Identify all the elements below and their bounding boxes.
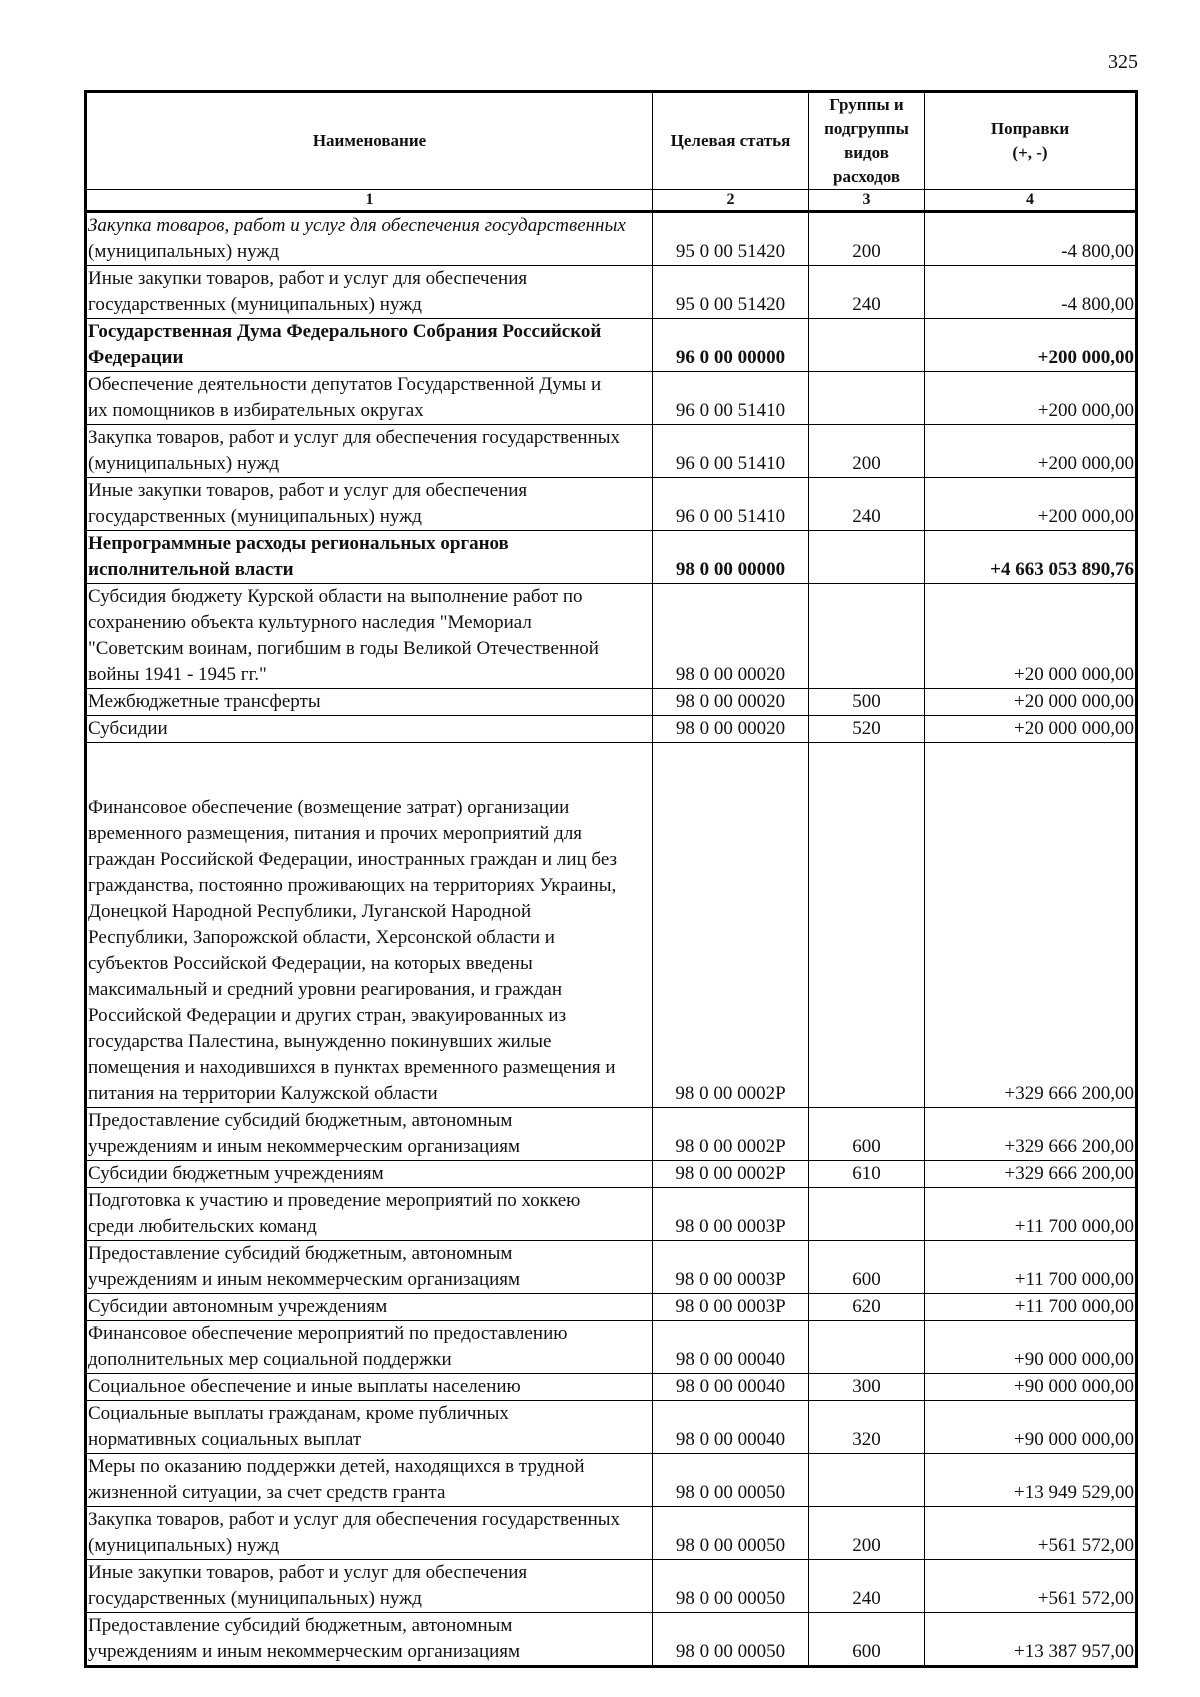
- row-amount: +11 700 000,00: [925, 1294, 1137, 1321]
- row-expense-group: 520: [809, 716, 925, 743]
- table-row: [86, 1613, 1137, 1667]
- row-name: [86, 266, 653, 319]
- row-name: [86, 743, 653, 1108]
- row-expense-group: [809, 319, 925, 372]
- row-name-line: Иные закупки товаров, работ и услуг для обеспечения: [88, 480, 528, 501]
- row-name-line: Субсидии автономным учреждениям: [88, 1296, 388, 1317]
- table-row: [86, 1401, 1137, 1454]
- row-target-code: 98 0 00 00020: [653, 584, 809, 689]
- header-row: [86, 92, 1137, 190]
- table-row: [86, 1294, 1137, 1321]
- table-row: [86, 319, 1137, 372]
- column-number: 4: [925, 190, 1137, 212]
- row-name-line: учреждениям и иным некоммерческим организациям: [88, 1641, 521, 1662]
- table-row: [86, 1108, 1137, 1161]
- row-name-line: государственных (муниципальных) нужд: [88, 506, 422, 527]
- row-name-line: (муниципальных) нужд: [88, 453, 280, 474]
- row-expense-group: [809, 1321, 925, 1374]
- row-name-line: Финансовое обеспечение (возмещение затрат) организации: [88, 797, 570, 818]
- row-expense-group: 600: [809, 1108, 925, 1161]
- table-row: [86, 531, 1137, 584]
- row-target-code: 95 0 00 51420: [653, 266, 809, 319]
- row-name: [86, 1241, 653, 1294]
- row-name-line: их помощников в избирательных округах: [88, 400, 424, 421]
- header-group-line: Группы и: [829, 95, 904, 114]
- header-code: Целевая статья: [653, 92, 809, 190]
- row-name-line: "Советским воинам, погибшим в годы Великой Отечественной: [88, 638, 599, 659]
- row-amount: +329 666 200,00: [925, 1161, 1137, 1188]
- row-name-line: [88, 743, 650, 769]
- budget-amendments-table: [84, 90, 1138, 1668]
- row-name: [86, 1321, 653, 1374]
- row-expense-group: 200: [809, 425, 925, 478]
- row-name: [86, 531, 653, 584]
- row-name-line: Предоставление субсидий бюджетным, автономным: [88, 1110, 513, 1131]
- row-amount: +20 000 000,00: [925, 689, 1137, 716]
- header-amount-line: Поправки: [990, 119, 1070, 138]
- row-amount: +329 666 200,00: [925, 1108, 1137, 1161]
- row-name: [86, 1374, 653, 1401]
- table-row: [86, 1374, 1137, 1401]
- page-number: 325: [1108, 51, 1138, 73]
- row-expense-group: 600: [809, 1613, 925, 1667]
- table-row: [86, 425, 1137, 478]
- row-name-line: Социальные выплаты гражданам, кроме публичных: [88, 1403, 509, 1424]
- row-name-line: Меры по оказанию поддержки детей, находящихся в трудной: [88, 1456, 585, 1477]
- row-amount: +561 572,00: [925, 1560, 1137, 1613]
- row-amount: +200 000,00: [925, 319, 1137, 372]
- row-name: [86, 478, 653, 531]
- row-name-line: питания на территории Калужской области: [88, 1083, 438, 1104]
- row-amount: -4 800,00: [925, 266, 1137, 319]
- row-name-line: Донецкой Народной Республики, Луганской Народной: [88, 901, 532, 922]
- row-name-line: Федерации: [88, 347, 184, 368]
- row-name-line: сохранению объекта культурного наследия "Мемориал: [88, 612, 532, 633]
- row-name-line: Республики, Запорожской области, Херсонской области и: [88, 927, 555, 948]
- row-name-line: Государственная Дума Федерального Собрания Российской: [88, 321, 602, 342]
- row-name-line: гражданства, постоянно проживающих на территориях Украины,: [88, 875, 617, 896]
- row-expense-group: [809, 531, 925, 584]
- header-amount: [925, 92, 1137, 190]
- row-name-line: максимальный и средний уровни реагирования, и граждан: [88, 979, 563, 1000]
- table-row: [86, 372, 1137, 425]
- row-expense-group: 200: [809, 1507, 925, 1560]
- row-name: [86, 689, 653, 716]
- row-expense-group: 240: [809, 1560, 925, 1613]
- row-name-line: государственных (муниципальных) нужд: [88, 1588, 422, 1609]
- row-name-line: Иные закупки товаров, работ и услуг для обеспечения: [88, 1562, 528, 1583]
- header-group-line: расходов: [833, 167, 900, 186]
- row-name-line: Предоставление субсидий бюджетным, автономным: [88, 1615, 513, 1636]
- row-name-line: Социальное обеспечение и иные выплаты населению: [88, 1376, 521, 1397]
- table-row: [86, 743, 1137, 1108]
- row-target-code: 98 0 00 00040: [653, 1374, 809, 1401]
- row-name-line: войны 1941 - 1945 гг.": [88, 664, 267, 685]
- row-amount: +200 000,00: [925, 425, 1137, 478]
- row-name: [86, 1613, 653, 1667]
- row-name: [86, 425, 653, 478]
- row-name: [86, 584, 653, 689]
- row-name-line: государственных (муниципальных) нужд: [88, 294, 422, 315]
- row-name-line: Закупка товаров, работ и услуг для обеспечения государственных: [88, 215, 626, 236]
- row-name-line: субъектов Российской Федерации, на которых введены: [88, 953, 533, 974]
- row-expense-group: [809, 1454, 925, 1507]
- table-row: [86, 1161, 1137, 1188]
- table-row: [86, 1241, 1137, 1294]
- row-amount: +4 663 053 890,76: [925, 531, 1137, 584]
- row-amount: +90 000 000,00: [925, 1374, 1137, 1401]
- row-name-line: Непрограммные расходы региональных органов: [88, 533, 509, 554]
- header-name: Наименование: [86, 92, 653, 190]
- row-name-line: Субсидия бюджету Курской области на выполнение работ по: [88, 586, 583, 607]
- row-target-code: 98 0 00 00050: [653, 1507, 809, 1560]
- row-amount: +20 000 000,00: [925, 584, 1137, 689]
- row-name-line: Финансовое обеспечение мероприятий по предоставлению: [88, 1323, 568, 1344]
- row-target-code: 98 0 00 00040: [653, 1321, 809, 1374]
- row-name-line: государства Палестина, вынужденно покинувших жилые: [88, 1031, 552, 1052]
- row-target-code: 96 0 00 00000: [653, 319, 809, 372]
- row-name-line: учреждениям и иным некоммерческим организациям: [88, 1269, 521, 1290]
- row-name-line: Закупка товаров, работ и услуг для обеспечения государственных: [88, 427, 621, 448]
- header-group-line: подгруппы: [824, 119, 909, 138]
- row-name-line: граждан Российской Федерации, иностранных граждан и лиц без: [88, 849, 617, 870]
- row-name-line: Обеспечение деятельности депутатов Государственной Думы и: [88, 374, 602, 395]
- table-row: [86, 1454, 1137, 1507]
- row-name: [86, 1161, 653, 1188]
- row-target-code: 96 0 00 51410: [653, 478, 809, 531]
- table-row: [86, 584, 1137, 689]
- row-target-code: 98 0 00 00040: [653, 1401, 809, 1454]
- row-name-line: (муниципальных) нужд: [88, 1535, 280, 1556]
- row-name: [86, 212, 653, 266]
- row-name-line: (муниципальных) нужд: [88, 241, 280, 262]
- row-name: [86, 319, 653, 372]
- row-name-line: учреждениям и иным некоммерческим организациям: [88, 1136, 521, 1157]
- row-expense-group: 200: [809, 212, 925, 266]
- row-target-code: 98 0 00 0002Р: [653, 743, 809, 1108]
- row-name-line: исполнительной власти: [88, 559, 294, 580]
- column-number: 1: [86, 190, 653, 212]
- row-amount: +561 572,00: [925, 1507, 1137, 1560]
- row-name: [86, 372, 653, 425]
- row-target-code: 98 0 00 00000: [653, 531, 809, 584]
- row-name: [86, 1560, 653, 1613]
- header-group-line: видов: [844, 143, 889, 162]
- row-target-code: 96 0 00 51410: [653, 372, 809, 425]
- row-name-line: Субсидии бюджетным учреждениям: [88, 1163, 384, 1184]
- row-amount: +329 666 200,00: [925, 743, 1137, 1108]
- row-expense-group: [809, 584, 925, 689]
- header-amount-line: (+, -): [1012, 143, 1048, 162]
- row-expense-group: 240: [809, 478, 925, 531]
- row-name: [86, 716, 653, 743]
- row-name: [86, 1401, 653, 1454]
- row-name-line: Закупка товаров, работ и услуг для обеспечения государственных: [88, 1509, 621, 1530]
- row-target-code: 98 0 00 0002Р: [653, 1108, 809, 1161]
- table-row: [86, 1188, 1137, 1241]
- table-row: [86, 478, 1137, 531]
- row-amount: +20 000 000,00: [925, 716, 1137, 743]
- table-row: [86, 212, 1137, 266]
- row-name-line: дополнительных мер социальной поддержки: [88, 1349, 452, 1370]
- row-amount: +200 000,00: [925, 478, 1137, 531]
- row-name-line: [88, 769, 650, 795]
- row-amount: +90 000 000,00: [925, 1321, 1137, 1374]
- row-name-line: Подготовка к участию и проведение мероприятий по хоккею: [88, 1190, 581, 1211]
- row-target-code: 98 0 00 00020: [653, 689, 809, 716]
- row-target-code: 98 0 00 00050: [653, 1454, 809, 1507]
- row-amount: +90 000 000,00: [925, 1401, 1137, 1454]
- column-number: 2: [653, 190, 809, 212]
- row-target-code: 98 0 00 0002Р: [653, 1161, 809, 1188]
- row-expense-group: 240: [809, 266, 925, 319]
- row-expense-group: 320: [809, 1401, 925, 1454]
- row-name-line: Предоставление субсидий бюджетным, автономным: [88, 1243, 513, 1264]
- row-name-line: среди любительских команд: [88, 1216, 317, 1237]
- row-name: [86, 1507, 653, 1560]
- table-row: [86, 266, 1137, 319]
- row-expense-group: 610: [809, 1161, 925, 1188]
- column-number: 3: [809, 190, 925, 212]
- row-amount: -4 800,00: [925, 212, 1137, 266]
- row-target-code: 98 0 00 00050: [653, 1560, 809, 1613]
- row-name-line: Субсидии: [88, 718, 168, 739]
- row-target-code: 96 0 00 51410: [653, 425, 809, 478]
- header-group: [809, 92, 925, 190]
- row-name-line: нормативных социальных выплат: [88, 1429, 362, 1450]
- table-row: [86, 1507, 1137, 1560]
- row-expense-group: 500: [809, 689, 925, 716]
- row-target-code: 98 0 00 0003Р: [653, 1294, 809, 1321]
- row-target-code: 98 0 00 0003Р: [653, 1241, 809, 1294]
- column-number-row: [86, 190, 1137, 212]
- row-name: [86, 1108, 653, 1161]
- row-name: [86, 1454, 653, 1507]
- table-row: [86, 716, 1137, 743]
- row-name-line: Межбюджетные трансферты: [88, 691, 321, 712]
- row-target-code: 98 0 00 00050: [653, 1613, 809, 1667]
- table-row: [86, 689, 1137, 716]
- row-name-line: Российской Федерации и других стран, эвакуированных из: [88, 1005, 567, 1026]
- row-name: [86, 1188, 653, 1241]
- row-expense-group: 600: [809, 1241, 925, 1294]
- row-target-code: 95 0 00 51420: [653, 212, 809, 266]
- row-name-line: помещения и находившихся в пунктах временного размещения и: [88, 1057, 616, 1078]
- row-expense-group: [809, 743, 925, 1108]
- row-expense-group: 620: [809, 1294, 925, 1321]
- row-amount: +200 000,00: [925, 372, 1137, 425]
- row-expense-group: [809, 1188, 925, 1241]
- row-target-code: 98 0 00 00020: [653, 716, 809, 743]
- row-amount: +13 387 957,00: [925, 1613, 1137, 1667]
- row-name-line: Иные закупки товаров, работ и услуг для обеспечения: [88, 268, 528, 289]
- row-name: [86, 1294, 653, 1321]
- row-target-code: 98 0 00 0003Р: [653, 1188, 809, 1241]
- row-amount: +13 949 529,00: [925, 1454, 1137, 1507]
- row-name-line: временного размещения, питания и прочих мероприятий для: [88, 823, 583, 844]
- row-name-line: жизненной ситуации, за счет средств гранта: [88, 1482, 446, 1503]
- row-amount: +11 700 000,00: [925, 1241, 1137, 1294]
- row-expense-group: 300: [809, 1374, 925, 1401]
- table-row: [86, 1560, 1137, 1613]
- row-amount: +11 700 000,00: [925, 1188, 1137, 1241]
- row-expense-group: [809, 372, 925, 425]
- table-row: [86, 1321, 1137, 1374]
